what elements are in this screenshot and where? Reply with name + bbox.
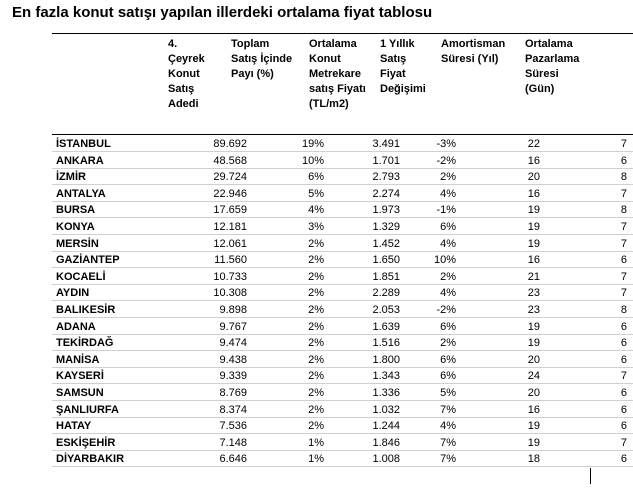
col-header-share: Toplam Satış İçinde Payı (%): [231, 38, 293, 80]
marketing-days: 6: [620, 337, 627, 350]
sales-count: 48.568: [213, 154, 247, 167]
table-row: [52, 202, 633, 218]
price-change: 7%: [440, 436, 456, 449]
avg-price: 2.274: [372, 187, 400, 200]
city-name: ADANA: [56, 320, 96, 333]
marketing-days: 8: [620, 171, 627, 184]
sales-count: 89.692: [213, 138, 247, 150]
avg-price: 1.008: [372, 453, 400, 466]
sales-count: 7.148: [219, 436, 247, 449]
marketing-days: 7: [620, 187, 627, 200]
header-separator: [52, 134, 633, 135]
amortization-years: 19: [527, 204, 540, 217]
price-change: 5%: [440, 387, 456, 399]
price-change: 7%: [440, 453, 456, 466]
amortization-years: 16: [527, 187, 540, 200]
price-change: 4%: [440, 287, 456, 300]
marketing-days: 6: [620, 154, 627, 167]
sales-count: 10.733: [213, 270, 247, 283]
table-row: [52, 285, 633, 301]
city-name: İZMİR: [56, 171, 86, 184]
sales-count: 17.659: [213, 204, 247, 217]
sales-count: 12.061: [213, 237, 247, 250]
table-row: [52, 252, 633, 268]
table-row: [52, 418, 633, 434]
sales-count: 9.438: [219, 353, 247, 366]
marketing-days: 7: [620, 287, 627, 300]
avg-price: 1.336: [372, 387, 400, 399]
sales-share: 2%: [308, 237, 324, 250]
sales-count: 8.769: [219, 387, 247, 399]
col-header-change: 1 Yıllık Satış Fiyat Değişimi: [380, 38, 426, 95]
amortization-years: 19: [527, 420, 540, 433]
table-row: [52, 136, 633, 152]
marketing-days: 6: [620, 320, 627, 333]
amortization-years: 22: [527, 138, 540, 150]
sales-share: 3%: [308, 221, 324, 233]
sales-share: 2%: [308, 270, 324, 283]
table-row: [52, 269, 633, 285]
sales-share: 10%: [301, 154, 324, 167]
city-name: KONYA: [56, 221, 95, 233]
marketing-days: 6: [620, 353, 627, 366]
table-row: [52, 335, 633, 351]
avg-price: 1.851: [372, 270, 400, 283]
data-table: [52, 33, 633, 490]
price-change: 6%: [440, 353, 456, 366]
avg-price: 2.793: [372, 171, 400, 184]
table-row: [52, 236, 633, 252]
avg-price: 1.452: [372, 237, 400, 250]
sales-share: 1%: [308, 436, 324, 449]
amortization-years: 19: [527, 320, 540, 333]
marketing-days: 6: [620, 387, 627, 399]
avg-price: 1.650: [372, 254, 400, 267]
row-divider: [52, 466, 633, 467]
price-change: -1%: [436, 204, 456, 217]
text-cursor: [590, 468, 591, 484]
marketing-days: 6: [620, 453, 627, 466]
sales-share: 6%: [308, 171, 324, 184]
amortization-years: 23: [527, 304, 540, 316]
col-header-amortization: Amortisman Süresi (Yıl): [441, 38, 506, 65]
amortization-years: 20: [527, 387, 540, 399]
price-change: 2%: [440, 337, 456, 350]
sales-share: 2%: [308, 304, 324, 316]
sales-count: 22.946: [213, 187, 247, 200]
sales-share: 5%: [308, 187, 324, 200]
table-row: [52, 451, 633, 467]
price-change: 6%: [440, 320, 456, 333]
avg-price: 1.639: [372, 320, 400, 333]
city-name: KAYSERİ: [56, 370, 104, 383]
avg-price: 1.329: [372, 221, 400, 233]
price-change: 6%: [440, 221, 456, 233]
city-name: ŞANLIURFA: [56, 403, 119, 416]
col-header-price: Ortalama Konut Metrekare satış Fiyatı (TL/m2): [309, 38, 366, 110]
amortization-years: 24: [527, 370, 540, 383]
table-row: [52, 169, 633, 185]
price-change: 2%: [440, 270, 456, 283]
amortization-years: 20: [527, 353, 540, 366]
amortization-years: 21: [527, 270, 540, 283]
price-change: 7%: [440, 403, 456, 416]
sales-count: 12.181: [213, 221, 247, 233]
sales-count: 8.374: [219, 403, 247, 416]
price-change: 4%: [440, 237, 456, 250]
table-top-border: [52, 33, 633, 34]
sales-share: 2%: [308, 353, 324, 366]
amortization-years: 20: [527, 171, 540, 184]
marketing-days: 8: [620, 204, 627, 217]
avg-price: 1.244: [372, 420, 400, 433]
price-change: 2%: [440, 171, 456, 184]
city-name: ESKİŞEHİR: [56, 436, 116, 449]
sales-share: 2%: [308, 337, 324, 350]
col-header-sales: 4. Çeyrek Konut Satış Adedi: [168, 38, 205, 110]
sales-count: 6.646: [219, 453, 247, 466]
marketing-days: 7: [620, 370, 627, 383]
city-name: BURSA: [56, 204, 96, 217]
marketing-days: 7: [620, 221, 627, 233]
sales-share: 2%: [308, 287, 324, 300]
sales-share: 19%: [301, 138, 324, 150]
city-name: KOCAELİ: [56, 270, 106, 283]
avg-price: 1.032: [372, 403, 400, 416]
table-row: [52, 385, 633, 401]
price-change: -2%: [436, 304, 456, 316]
avg-price: 1.701: [372, 154, 400, 167]
page-title: En fazla konut satışı yapılan illerdeki ortalama fiyat tablosu: [12, 4, 433, 21]
city-name: HATAY: [56, 420, 92, 433]
city-name: AYDIN: [56, 287, 90, 300]
avg-price: 1.846: [372, 436, 400, 449]
price-change: -2%: [436, 154, 456, 167]
sales-share: 2%: [308, 403, 324, 416]
sales-count: 11.560: [214, 254, 247, 267]
marketing-days: 6: [620, 420, 627, 433]
price-change: -3%: [436, 138, 456, 150]
col-header-marketing-days: Ortalama Pazarlama Süresi (Gün): [525, 38, 580, 95]
table-row: [52, 435, 633, 451]
amortization-years: 18: [527, 453, 540, 466]
sales-share: 1%: [308, 453, 324, 466]
amortization-years: 19: [527, 436, 540, 449]
city-name: GAZİANTEP: [56, 254, 120, 267]
sales-count: 10.308: [213, 287, 247, 300]
city-name: ANTALYA: [56, 187, 106, 200]
city-name: DİYARBAKIR: [56, 453, 125, 466]
price-change: 4%: [440, 420, 456, 433]
sales-count: 9.474: [219, 337, 247, 350]
city-name: TEKİRDAĞ: [56, 337, 114, 350]
table-row: [52, 402, 633, 418]
table-row: [52, 302, 633, 318]
table-row: [52, 219, 633, 235]
table-row: [52, 319, 633, 335]
amortization-years: 23: [527, 287, 540, 300]
amortization-years: 16: [527, 254, 540, 267]
price-change: 4%: [440, 187, 456, 200]
sales-share: 2%: [308, 370, 324, 383]
avg-price: 1.973: [372, 204, 400, 217]
sales-count: 9.898: [219, 304, 247, 316]
avg-price: 3.491: [372, 138, 400, 150]
sales-count: 29.724: [213, 171, 247, 184]
sales-count: 7.536: [219, 420, 247, 433]
avg-price: 2.053: [372, 304, 400, 316]
price-change: 6%: [440, 370, 456, 383]
city-name: SAMSUN: [56, 387, 104, 399]
amortization-years: 19: [527, 221, 540, 233]
sales-share: 2%: [308, 420, 324, 433]
sales-count: 9.767: [219, 320, 247, 333]
table-row: [52, 368, 633, 384]
amortization-years: 16: [527, 403, 540, 416]
avg-price: 1.343: [372, 370, 400, 383]
marketing-days: 8: [620, 304, 627, 316]
marketing-days: 7: [620, 138, 627, 150]
amortization-years: 16: [527, 154, 540, 167]
sales-share: 2%: [308, 387, 324, 399]
table-row: [52, 153, 633, 169]
marketing-days: 6: [620, 254, 627, 267]
table-row: [52, 186, 633, 202]
marketing-days: 7: [620, 237, 627, 250]
avg-price: 1.800: [372, 353, 400, 366]
sales-share: 2%: [308, 254, 324, 267]
city-name: ANKARA: [56, 154, 104, 167]
city-name: İSTANBUL: [56, 138, 111, 150]
marketing-days: 7: [620, 270, 627, 283]
sales-share: 4%: [308, 204, 324, 217]
table-row: [52, 352, 633, 368]
city-name: BALIKESİR: [56, 304, 116, 316]
sales-count: 9.339: [219, 370, 247, 383]
city-name: MERSİN: [56, 237, 99, 250]
city-name: MANİSA: [56, 353, 100, 366]
avg-price: 1.516: [372, 337, 400, 350]
sales-share: 2%: [308, 320, 324, 333]
amortization-years: 19: [527, 337, 540, 350]
marketing-days: 7: [620, 436, 627, 449]
avg-price: 2.289: [372, 287, 400, 300]
amortization-years: 19: [527, 237, 540, 250]
marketing-days: 6: [620, 403, 627, 416]
price-change: 10%: [433, 254, 456, 267]
